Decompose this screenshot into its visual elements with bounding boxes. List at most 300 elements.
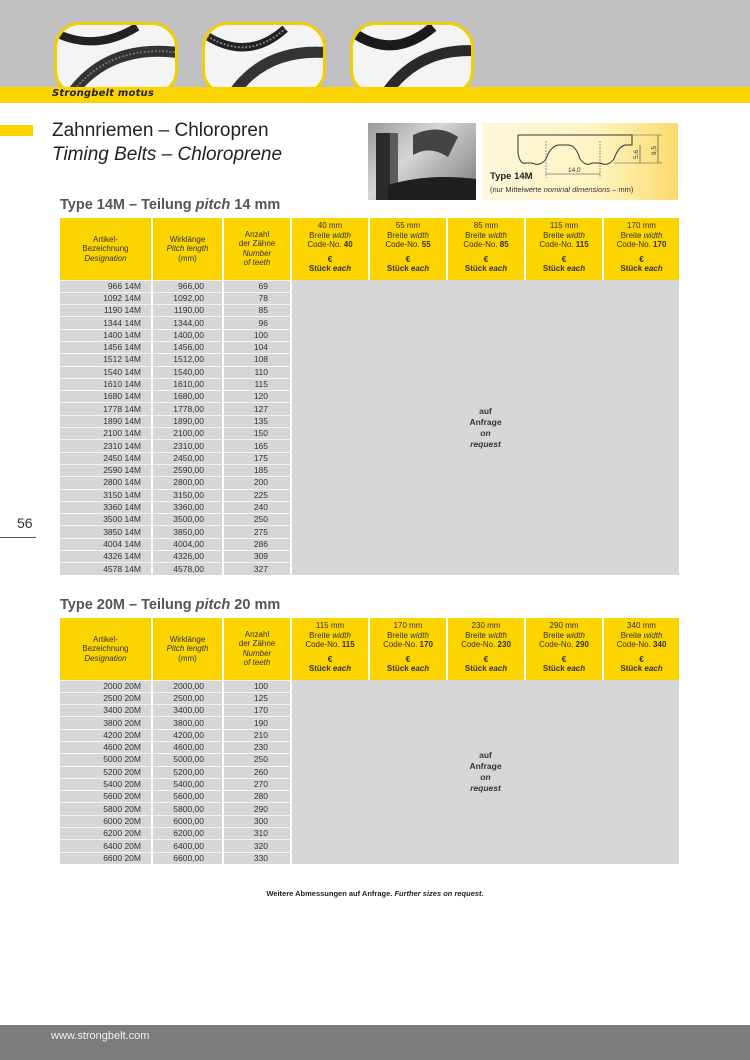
price-unit xyxy=(372,664,444,674)
teeth-cell: 250 xyxy=(223,754,291,766)
teeth-cell: 320 xyxy=(223,840,291,852)
col-width-340 xyxy=(603,618,679,680)
pitch-length-cell: 4200,00 xyxy=(152,729,223,741)
designation-cell: 1344 14M xyxy=(60,317,152,329)
each-label: each xyxy=(410,264,430,273)
teeth-cell: 225 xyxy=(223,489,291,501)
tooth-profile-icon xyxy=(482,123,678,178)
price-unit xyxy=(606,264,677,274)
designation-cell: 5400 20M xyxy=(60,778,152,790)
request-de2: Anfrage xyxy=(469,416,502,427)
profile-note-en: nominal dimensions xyxy=(543,185,611,194)
footer-url-link[interactable]: www.strongbelt.com xyxy=(51,1030,150,1042)
code-no-label: Code-No. xyxy=(463,240,500,249)
width-label-en: width xyxy=(566,230,585,240)
width-mm: 170 mm xyxy=(393,621,423,630)
price-on-request-cell xyxy=(291,680,679,864)
euro-icon: € xyxy=(405,254,411,264)
pitch-length-cell: 2800,00 xyxy=(152,477,223,489)
width-label xyxy=(528,231,600,241)
pitch-length-cell: 5000,00 xyxy=(152,754,223,766)
width-label-en: width xyxy=(643,630,663,640)
teeth-cell: 250 xyxy=(223,514,291,526)
section-title-20m-italic: pitch xyxy=(195,597,231,613)
page-number: 56 xyxy=(17,515,33,531)
footnote xyxy=(0,889,750,898)
price-unit xyxy=(372,264,444,274)
col-width-40 xyxy=(291,218,369,280)
code-no-label: Code-No. xyxy=(539,640,576,649)
teeth-cell: 185 xyxy=(223,464,291,476)
designation-cell: 1890 14M xyxy=(60,415,152,427)
code-no xyxy=(372,640,444,650)
dim-height: 9,5 xyxy=(651,145,658,155)
footnote-en: Further sizes on request. xyxy=(394,889,484,898)
pitch-length-cell: 2450,00 xyxy=(152,452,223,464)
price-unit xyxy=(450,664,522,674)
table-row xyxy=(60,280,679,292)
section-title-20m xyxy=(60,597,280,613)
product-photo xyxy=(368,123,476,200)
col-designation xyxy=(60,618,152,680)
pitch-length-cell: 5800,00 xyxy=(152,803,223,815)
teeth-cell: 230 xyxy=(223,741,291,753)
each-label: each xyxy=(332,664,352,673)
belt-thumbnail-1 xyxy=(54,22,178,96)
col-designation-de2: Bezeichnung xyxy=(82,244,129,253)
profile-note-tail: – mm) xyxy=(610,185,634,194)
width-label xyxy=(372,231,444,241)
designation-cell: 4600 20M xyxy=(60,741,152,753)
stueck-label: Stück xyxy=(464,264,489,273)
pitch-length-cell: 2100,00 xyxy=(152,428,223,440)
pitch-length-cell: 5600,00 xyxy=(152,791,223,803)
width-label xyxy=(294,631,366,641)
designation-cell: 3150 14M xyxy=(60,489,152,501)
code-no-value: 170 xyxy=(419,640,433,649)
euro-icon: € xyxy=(639,654,644,664)
pitch-length-cell: 2500,00 xyxy=(152,692,223,704)
designation-cell: 6200 20M xyxy=(60,828,152,840)
width-label xyxy=(450,231,522,241)
width-mm: 55 mm xyxy=(395,221,421,230)
euro-icon: € xyxy=(483,654,489,664)
width-label xyxy=(606,231,677,241)
designation-cell: 1680 14M xyxy=(60,391,152,403)
pitch-length-cell: 6000,00 xyxy=(152,815,223,827)
belt-photo-1-icon xyxy=(57,25,175,93)
col-designation-de1: Artikel- xyxy=(93,634,118,644)
euro-icon: € xyxy=(483,254,489,264)
pitch-length-cell: 3150,00 xyxy=(152,489,223,501)
each-label: each xyxy=(644,264,663,273)
designation-cell: 4578 14M xyxy=(60,563,152,575)
brand-name: Strongbelt motus xyxy=(52,88,155,99)
teeth-cell: 104 xyxy=(223,341,291,353)
width-mm: 85 mm xyxy=(473,221,499,230)
each-label: each xyxy=(410,664,430,673)
euro-icon: € xyxy=(561,654,567,664)
col-width-170 xyxy=(369,618,447,680)
teeth-cell: 330 xyxy=(223,852,291,864)
code-no-label: Code-No. xyxy=(383,640,420,649)
code-no-value: 290 xyxy=(575,640,589,649)
pitch-length-cell: 4326,00 xyxy=(152,551,223,563)
code-no-value: 115 xyxy=(575,240,589,249)
designation-cell: 2100 14M xyxy=(60,428,152,440)
designation-cell: 1778 14M xyxy=(60,403,152,415)
profile-type-label: Type 14M xyxy=(490,171,533,182)
width-label-en: width xyxy=(410,230,429,240)
footer-band xyxy=(0,1025,750,1060)
code-no xyxy=(606,240,677,250)
each-label: each xyxy=(332,264,352,273)
pitch-length-cell: 4600,00 xyxy=(152,741,223,753)
each-label: each xyxy=(566,264,586,273)
col-width-290 xyxy=(525,618,603,680)
teeth-cell: 85 xyxy=(223,305,291,317)
teeth-cell: 110 xyxy=(223,366,291,378)
col-teeth xyxy=(223,618,291,680)
euro-icon: € xyxy=(327,654,333,664)
pitch-length-cell: 2310,00 xyxy=(152,440,223,452)
page-number-rule xyxy=(0,537,36,538)
col-teeth-en2: of teeth xyxy=(243,258,271,268)
code-no xyxy=(606,640,677,650)
teeth-cell: 310 xyxy=(223,828,291,840)
request-de1: auf xyxy=(479,750,492,761)
designation-cell: 4004 14M xyxy=(60,538,152,550)
col-length-de: Wirklänge xyxy=(169,234,206,244)
code-no-label: Code-No. xyxy=(385,240,422,249)
code-no-label: Code-No. xyxy=(539,240,576,249)
code-no-value: 230 xyxy=(497,640,511,649)
code-no xyxy=(372,240,444,250)
page-title-de: Zahnriemen – Chloropren xyxy=(52,120,269,141)
teeth-cell: 100 xyxy=(223,329,291,341)
designation-cell: 6400 20M xyxy=(60,840,152,852)
code-no xyxy=(294,240,366,250)
belt-roll-photo-icon xyxy=(368,123,476,200)
teeth-cell: 100 xyxy=(223,680,291,692)
teeth-cell: 165 xyxy=(223,440,291,452)
designation-cell: 3850 14M xyxy=(60,526,152,538)
designation-cell: 2000 20M xyxy=(60,680,152,692)
col-pitch-length xyxy=(152,618,223,680)
table-row xyxy=(60,680,679,692)
code-no-value: 170 xyxy=(653,240,667,249)
col-designation-en: Designation xyxy=(84,653,127,663)
col-designation-de1: Artikel- xyxy=(93,234,118,244)
belt-photo-3-icon xyxy=(353,25,471,93)
designation-cell: 1610 14M xyxy=(60,378,152,390)
code-no-label: Code-No. xyxy=(616,240,654,249)
pitch-length-cell: 2000,00 xyxy=(152,680,223,692)
designation-cell: 2800 14M xyxy=(60,477,152,489)
col-length-unit: (mm) xyxy=(178,253,197,263)
col-width-55 xyxy=(369,218,447,280)
col-teeth-de2: der Zähne xyxy=(238,239,276,249)
request-en2: request xyxy=(470,783,501,794)
teeth-cell: 275 xyxy=(223,526,291,538)
designation-cell: 4200 20M xyxy=(60,729,152,741)
designation-cell: 4326 14M xyxy=(60,551,152,563)
teeth-cell: 115 xyxy=(223,378,291,390)
price-unit xyxy=(528,264,600,274)
col-designation-en: Designation xyxy=(84,253,127,263)
pitch-length-cell: 2590,00 xyxy=(152,464,223,476)
col-length-en: Pitch length xyxy=(166,244,209,253)
teeth-cell: 96 xyxy=(223,317,291,329)
stueck-label: Stück xyxy=(620,264,645,273)
belt-photo-2-icon xyxy=(205,25,323,93)
each-label: each xyxy=(644,664,663,673)
belt-thumbnail-3 xyxy=(350,22,474,96)
belt-thumbnail-2 xyxy=(202,22,326,96)
col-designation-de2: Bezeichnung xyxy=(82,644,129,653)
stueck-label: Stück xyxy=(620,664,645,673)
request-en2: request xyxy=(470,438,501,449)
breite-label: Breite xyxy=(387,230,411,240)
profile-note xyxy=(490,185,633,194)
width-mm: 340 mm xyxy=(627,621,656,630)
code-no-label: Code-No. xyxy=(616,640,654,649)
code-no xyxy=(294,640,366,650)
code-no-label: Code-No. xyxy=(307,240,344,249)
col-length-de: Wirklänge xyxy=(169,634,206,644)
width-label xyxy=(294,231,366,241)
width-label-en: width xyxy=(410,630,429,640)
width-mm: 230 mm xyxy=(471,621,501,630)
price-unit xyxy=(528,664,600,674)
section-title-14m-italic: pitch xyxy=(195,197,231,213)
pitch-length-cell: 4578,00 xyxy=(152,563,223,575)
teeth-cell: 200 xyxy=(223,477,291,489)
pitch-length-cell: 1610,00 xyxy=(152,378,223,390)
stueck-label: Stück xyxy=(308,264,333,273)
col-teeth-de1: Anzahl xyxy=(244,229,270,239)
breite-label: Breite xyxy=(543,230,567,240)
breite-label: Breite xyxy=(465,630,489,640)
euro-icon: € xyxy=(405,654,411,664)
designation-cell: 1456 14M xyxy=(60,341,152,353)
col-width-115 xyxy=(525,218,603,280)
euro-icon: € xyxy=(561,254,567,264)
designation-cell: 1512 14M xyxy=(60,354,152,366)
code-no-value: 40 xyxy=(343,240,353,249)
pitch-length-cell: 1092,00 xyxy=(152,292,223,304)
pitch-length-cell: 1890,00 xyxy=(152,415,223,427)
teeth-cell: 210 xyxy=(223,729,291,741)
col-teeth xyxy=(223,218,291,280)
price-unit xyxy=(294,264,366,274)
breite-label: Breite xyxy=(387,630,411,640)
designation-cell: 6600 20M xyxy=(60,852,152,864)
header-row xyxy=(60,218,679,280)
stueck-label: Stück xyxy=(542,664,567,673)
width-label xyxy=(606,631,677,641)
teeth-cell: 300 xyxy=(223,815,291,827)
pitch-length-cell: 1190,00 xyxy=(152,305,223,317)
col-teeth-en1: Number xyxy=(242,648,272,658)
code-no xyxy=(528,640,600,650)
dim-tooth: 5,6 xyxy=(633,149,640,159)
col-length-en: Pitch length xyxy=(166,644,209,653)
teeth-cell: 175 xyxy=(223,452,291,464)
width-mm: 170 mm xyxy=(627,221,656,230)
col-designation xyxy=(60,218,152,280)
teeth-cell: 69 xyxy=(223,280,291,292)
width-label xyxy=(450,631,522,641)
price-on-request-cell xyxy=(291,280,679,575)
price-unit xyxy=(450,264,522,274)
each-label: each xyxy=(488,264,508,273)
breite-label: Breite xyxy=(620,630,644,640)
code-no xyxy=(450,640,522,650)
code-no-value: 115 xyxy=(341,640,355,649)
code-no-label: Code-No. xyxy=(461,640,498,649)
designation-cell: 3400 20M xyxy=(60,705,152,717)
designation-cell: 5200 20M xyxy=(60,766,152,778)
teeth-cell: 127 xyxy=(223,403,291,415)
width-label-en: width xyxy=(488,630,507,640)
col-teeth-de2: der Zähne xyxy=(238,639,276,649)
designation-cell: 2450 14M xyxy=(60,452,152,464)
width-label-en: width xyxy=(488,230,507,240)
width-label-en: width xyxy=(332,630,351,640)
designation-cell: 1540 14M xyxy=(60,366,152,378)
breite-label: Breite xyxy=(465,230,489,240)
pitch-length-cell: 1778,00 xyxy=(152,403,223,415)
width-label-en: width xyxy=(643,230,663,240)
section-title-14m xyxy=(60,197,280,213)
pitch-length-cell: 1540,00 xyxy=(152,366,223,378)
pitch-length-cell: 1680,00 xyxy=(152,391,223,403)
section-title-20m-suffix: 20 mm xyxy=(230,597,281,613)
teeth-cell: 170 xyxy=(223,705,291,717)
stueck-label: Stück xyxy=(542,264,567,273)
teeth-cell: 286 xyxy=(223,538,291,550)
stueck-label: Stück xyxy=(308,664,333,673)
code-no-value: 55 xyxy=(421,240,431,249)
teeth-cell: 309 xyxy=(223,551,291,563)
code-no xyxy=(528,240,600,250)
teeth-cell: 327 xyxy=(223,563,291,575)
stueck-label: Stück xyxy=(386,264,411,273)
request-de1: auf xyxy=(479,405,492,416)
breite-label: Breite xyxy=(309,630,333,640)
tooth-profile-diagram xyxy=(482,123,678,200)
pitch-length-cell: 4004,00 xyxy=(152,538,223,550)
width-mm: 115 mm xyxy=(315,621,345,630)
stueck-label: Stück xyxy=(386,664,411,673)
pitch-length-cell: 3500,00 xyxy=(152,514,223,526)
teeth-cell: 108 xyxy=(223,354,291,366)
col-teeth-de1: Anzahl xyxy=(244,629,270,639)
each-label: each xyxy=(566,664,586,673)
col-teeth-en1: Number xyxy=(242,248,272,258)
table-14m xyxy=(60,218,679,575)
designation-cell: 2500 20M xyxy=(60,692,152,704)
dim-pitch: 14,0 xyxy=(568,167,581,174)
code-no xyxy=(450,240,522,250)
designation-cell: 5000 20M xyxy=(60,754,152,766)
col-width-230 xyxy=(447,618,525,680)
footnote-de: Weitere Abmessungen auf Anfrage. xyxy=(266,889,395,898)
pitch-length-cell: 3400,00 xyxy=(152,705,223,717)
section-title-14m-prefix: Type 14M – Teilung xyxy=(60,197,196,213)
col-length-unit: (mm) xyxy=(178,653,197,663)
teeth-cell: 280 xyxy=(223,791,291,803)
col-width-170 xyxy=(603,218,679,280)
teeth-cell: 190 xyxy=(223,717,291,729)
teeth-cell: 120 xyxy=(223,391,291,403)
stueck-label: Stück xyxy=(464,664,489,673)
pitch-length-cell: 5200,00 xyxy=(152,766,223,778)
pitch-length-cell: 966,00 xyxy=(152,280,223,292)
teeth-cell: 135 xyxy=(223,415,291,427)
breite-label: Breite xyxy=(309,230,333,240)
teeth-cell: 290 xyxy=(223,803,291,815)
designation-cell: 2310 14M xyxy=(60,440,152,452)
teeth-cell: 125 xyxy=(223,692,291,704)
page-title-en: Timing Belts – Chloroprene xyxy=(52,144,283,165)
pitch-length-cell: 6400,00 xyxy=(152,840,223,852)
title-accent-bar xyxy=(0,125,33,136)
designation-cell: 2590 14M xyxy=(60,464,152,476)
table-20m xyxy=(60,618,679,864)
designation-cell: 1190 14M xyxy=(60,305,152,317)
designation-cell: 1092 14M xyxy=(60,292,152,304)
price-unit xyxy=(294,664,366,674)
col-pitch-length xyxy=(152,218,223,280)
designation-cell: 5600 20M xyxy=(60,791,152,803)
teeth-cell: 240 xyxy=(223,501,291,513)
header-row xyxy=(60,618,679,680)
teeth-cell: 78 xyxy=(223,292,291,304)
section-title-20m-prefix: Type 20M – Teilung xyxy=(60,597,196,613)
pitch-length-cell: 6600,00 xyxy=(152,852,223,864)
col-width-115 xyxy=(291,618,369,680)
width-mm: 290 mm xyxy=(549,621,579,630)
designation-cell: 3360 14M xyxy=(60,501,152,513)
euro-icon: € xyxy=(327,254,333,264)
each-label: each xyxy=(488,664,508,673)
euro-icon: € xyxy=(639,254,644,264)
price-unit xyxy=(606,664,677,674)
code-no-label: Code-No. xyxy=(305,640,342,649)
designation-cell: 3800 20M xyxy=(60,717,152,729)
width-label xyxy=(528,631,600,641)
section-title-14m-suffix: 14 mm xyxy=(230,197,281,213)
teeth-cell: 150 xyxy=(223,428,291,440)
pitch-length-cell: 1456,00 xyxy=(152,341,223,353)
pitch-length-cell: 3800,00 xyxy=(152,717,223,729)
teeth-cell: 260 xyxy=(223,766,291,778)
designation-cell: 966 14M xyxy=(60,280,152,292)
designation-cell: 6000 20M xyxy=(60,815,152,827)
request-en1: on xyxy=(480,427,491,438)
pitch-length-cell: 6200,00 xyxy=(152,828,223,840)
designation-cell: 1400 14M xyxy=(60,329,152,341)
teeth-cell: 270 xyxy=(223,778,291,790)
pitch-length-cell: 1512,00 xyxy=(152,354,223,366)
profile-note-de: (nur Mittelwerte xyxy=(490,185,544,194)
designation-cell: 5800 20M xyxy=(60,803,152,815)
width-mm: 115 mm xyxy=(549,221,579,230)
pitch-length-cell: 1344,00 xyxy=(152,317,223,329)
width-mm: 40 mm xyxy=(317,221,343,230)
